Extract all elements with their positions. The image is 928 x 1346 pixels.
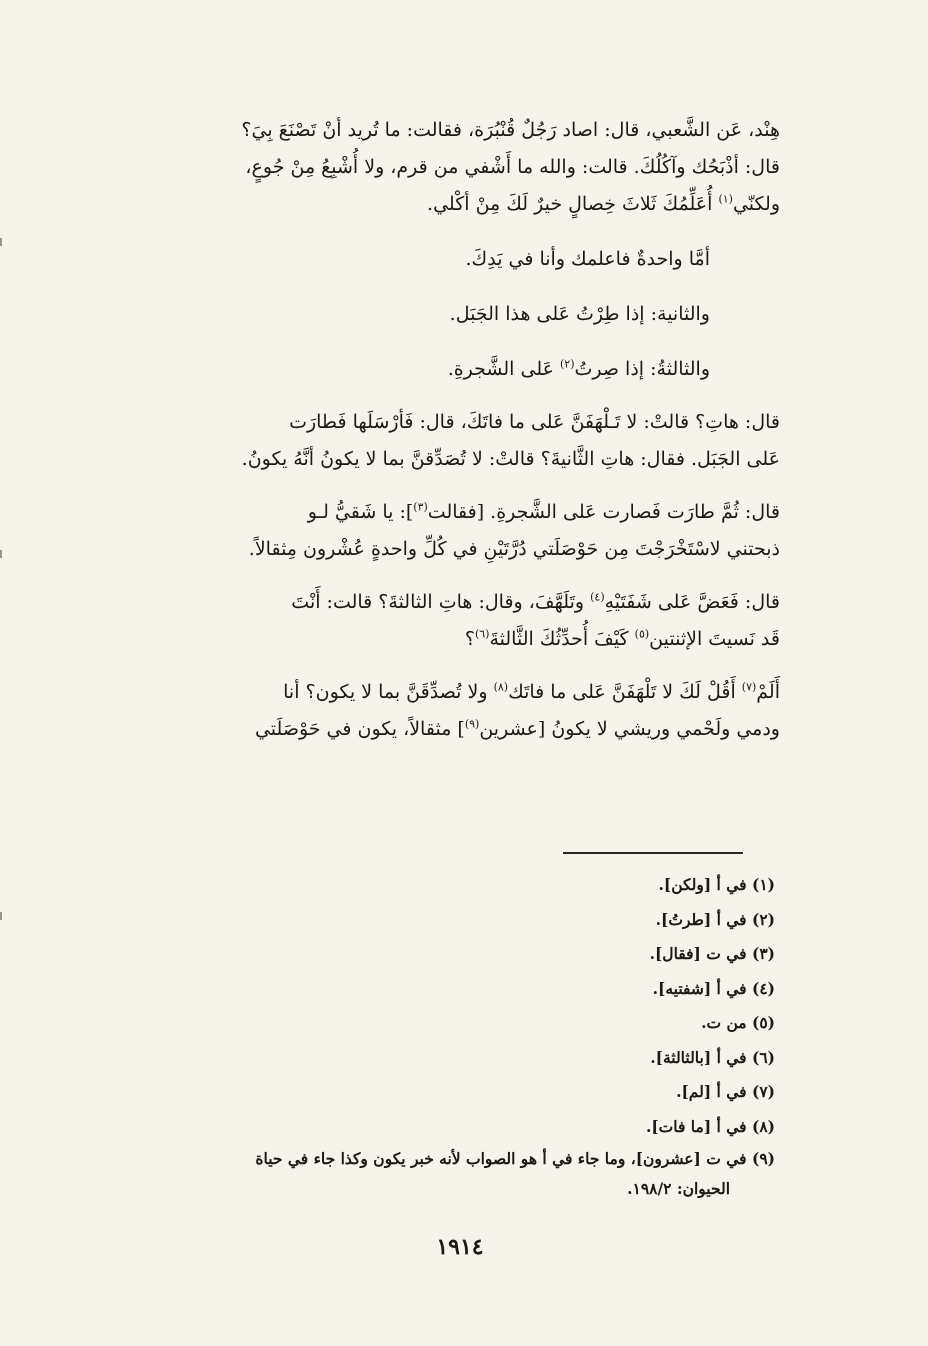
scan-edge-mark bbox=[0, 550, 2, 558]
footnotes bbox=[88, 868, 780, 1204]
footnote: (٥) من ت. bbox=[701, 1013, 775, 1032]
footnote-ref[interactable]: (٥) bbox=[634, 627, 650, 641]
text-line: كَيْفَ أُحدِّثُكَ الثَّالثةَ bbox=[489, 628, 635, 650]
footnote-continuation: الحيوان: ١٩٨/٢. bbox=[627, 1179, 730, 1198]
text-line: والثالثةُ: إذا صِرتُ bbox=[574, 358, 710, 380]
footnote-ref[interactable]: (٨) bbox=[493, 680, 509, 694]
paragraph-5 bbox=[88, 404, 780, 478]
text-line: أَلَمْ bbox=[756, 681, 780, 703]
text-line: والثانية: إذا طِرْتُ عَلى هذا الجَبَل. bbox=[449, 303, 710, 325]
paragraph-2 bbox=[88, 241, 780, 278]
text-line: أُعَلِّمُكَ ثَلاثَ خِصالٍ خيرٌ لَكَ مِنْ أكْلي. bbox=[427, 193, 719, 215]
text-line: وتَلَهَّفَ، وقال: هاتِ الثالثةَ؟ قالت: أَنْتَ bbox=[291, 591, 591, 613]
text-line: قَد نَسيتَ الإثنتين bbox=[649, 628, 780, 650]
footnote: (٣) في ت [فقال]. bbox=[649, 944, 775, 963]
text-line: عَلى الشَّجرةِ. bbox=[447, 358, 560, 380]
footnote: (٧) في أ [لم]. bbox=[676, 1082, 775, 1101]
text-line: ذبحتني لاسْتَخْرَجْتَ مِن حَوْصَلَتي دُرَّتَيْنِ في كُلِّ واحدةٍ عُشْرون مِثقالاً. bbox=[248, 538, 780, 560]
page-body bbox=[88, 112, 780, 748]
footnote-ref[interactable]: (٤) bbox=[590, 590, 605, 604]
footnote-ref[interactable]: (١) bbox=[718, 192, 733, 206]
text-line: ولا تُصدِّقَنَّ بما لا يكون؟ أنا bbox=[283, 681, 494, 703]
footnote-ref[interactable]: (٩) bbox=[464, 717, 480, 731]
scan-edge-mark bbox=[0, 238, 2, 246]
paragraph-1 bbox=[88, 112, 780, 223]
paragraph-8 bbox=[88, 674, 780, 748]
footnote: (١) في أ [ولكن]. bbox=[658, 875, 775, 894]
text-line: ] مثقالاً، يكون في حَوْصَلَتي bbox=[254, 718, 465, 740]
paragraph-7 bbox=[88, 584, 780, 658]
text-line: قال: أذْبَحُك وآكُلُكَ. قالت: والله ما أَشْفي من قرم، ولا أُشْبِعُ مِنْ جُوعٍ، bbox=[245, 156, 780, 178]
paragraph-6 bbox=[88, 494, 780, 568]
text-line: قال: فَعَضَّ عَلى شَفَتَيْهِ bbox=[604, 591, 780, 613]
scan-edge-mark bbox=[0, 912, 2, 920]
text-line: ودمي ولَحْمي وريشي لا يكونُ [عشرين bbox=[479, 718, 780, 740]
footnote-ref[interactable]: (٧) bbox=[741, 680, 757, 694]
text-line: قال: ثُمَّ طارَت فَصارت عَلى الشَّجرةِ. [فقالت bbox=[427, 501, 780, 523]
footnote-ref[interactable]: (٢) bbox=[560, 357, 575, 371]
text-line: أمَّا واحدةٌ فاعلمك وأنا في يَدِكَ. bbox=[465, 248, 710, 270]
footnote-ref[interactable]: (٦) bbox=[474, 627, 490, 641]
text-line: قال: هاتِ؟ قالتْ: لا تَـلْهَفَنَّ عَلى ما فاتَكَ، قال: فَأرْسَلَها فَطارَت bbox=[289, 411, 780, 433]
text-line: ولكنّي bbox=[732, 193, 780, 215]
footnote: (٢) في أ [طرتُ]. bbox=[655, 909, 775, 929]
footnote-separator bbox=[563, 852, 743, 854]
paragraph-4 bbox=[88, 351, 780, 388]
footnote: (٨) في أ [ما فات]. bbox=[645, 1116, 775, 1136]
text-line: أَقُلْ لَكَ لا تَلْهَفَنَّ عَلى ما فاتَك bbox=[508, 681, 742, 703]
paragraph-3 bbox=[88, 296, 780, 333]
text-line: ]: يا شَقيُّ لـو bbox=[307, 501, 414, 523]
text-line: ؟ bbox=[464, 628, 475, 650]
footnote: (٦) في أ [بالثالثة]. bbox=[650, 1047, 775, 1067]
footnote: (٩) في ت [عشرون]، وما جاء في أ هو الصواب لأنه خبر يكون وكذا جاء في حياة bbox=[255, 1149, 775, 1168]
text-line: عَلى الجَبَل. فقال: هاتِ الثَّانيةَ؟ قالتْ: لا تُصَدِّقنَّ بما لا يكونُ أنَّهُ يكونُ. bbox=[241, 448, 780, 470]
footnote: (٤) في أ [شفتيه]. bbox=[652, 978, 775, 998]
footnote-ref[interactable]: (٣) bbox=[413, 500, 428, 514]
page-number: ١٩١٤ bbox=[436, 1234, 484, 1260]
text-line: هِنْد، عَن الشَّعبي، قال: اصاد رَجُلٌ قُنْبُرَة، فقالت: ما تُريد أنْ تَصْنَعَ بِيَ؟ bbox=[241, 119, 780, 141]
